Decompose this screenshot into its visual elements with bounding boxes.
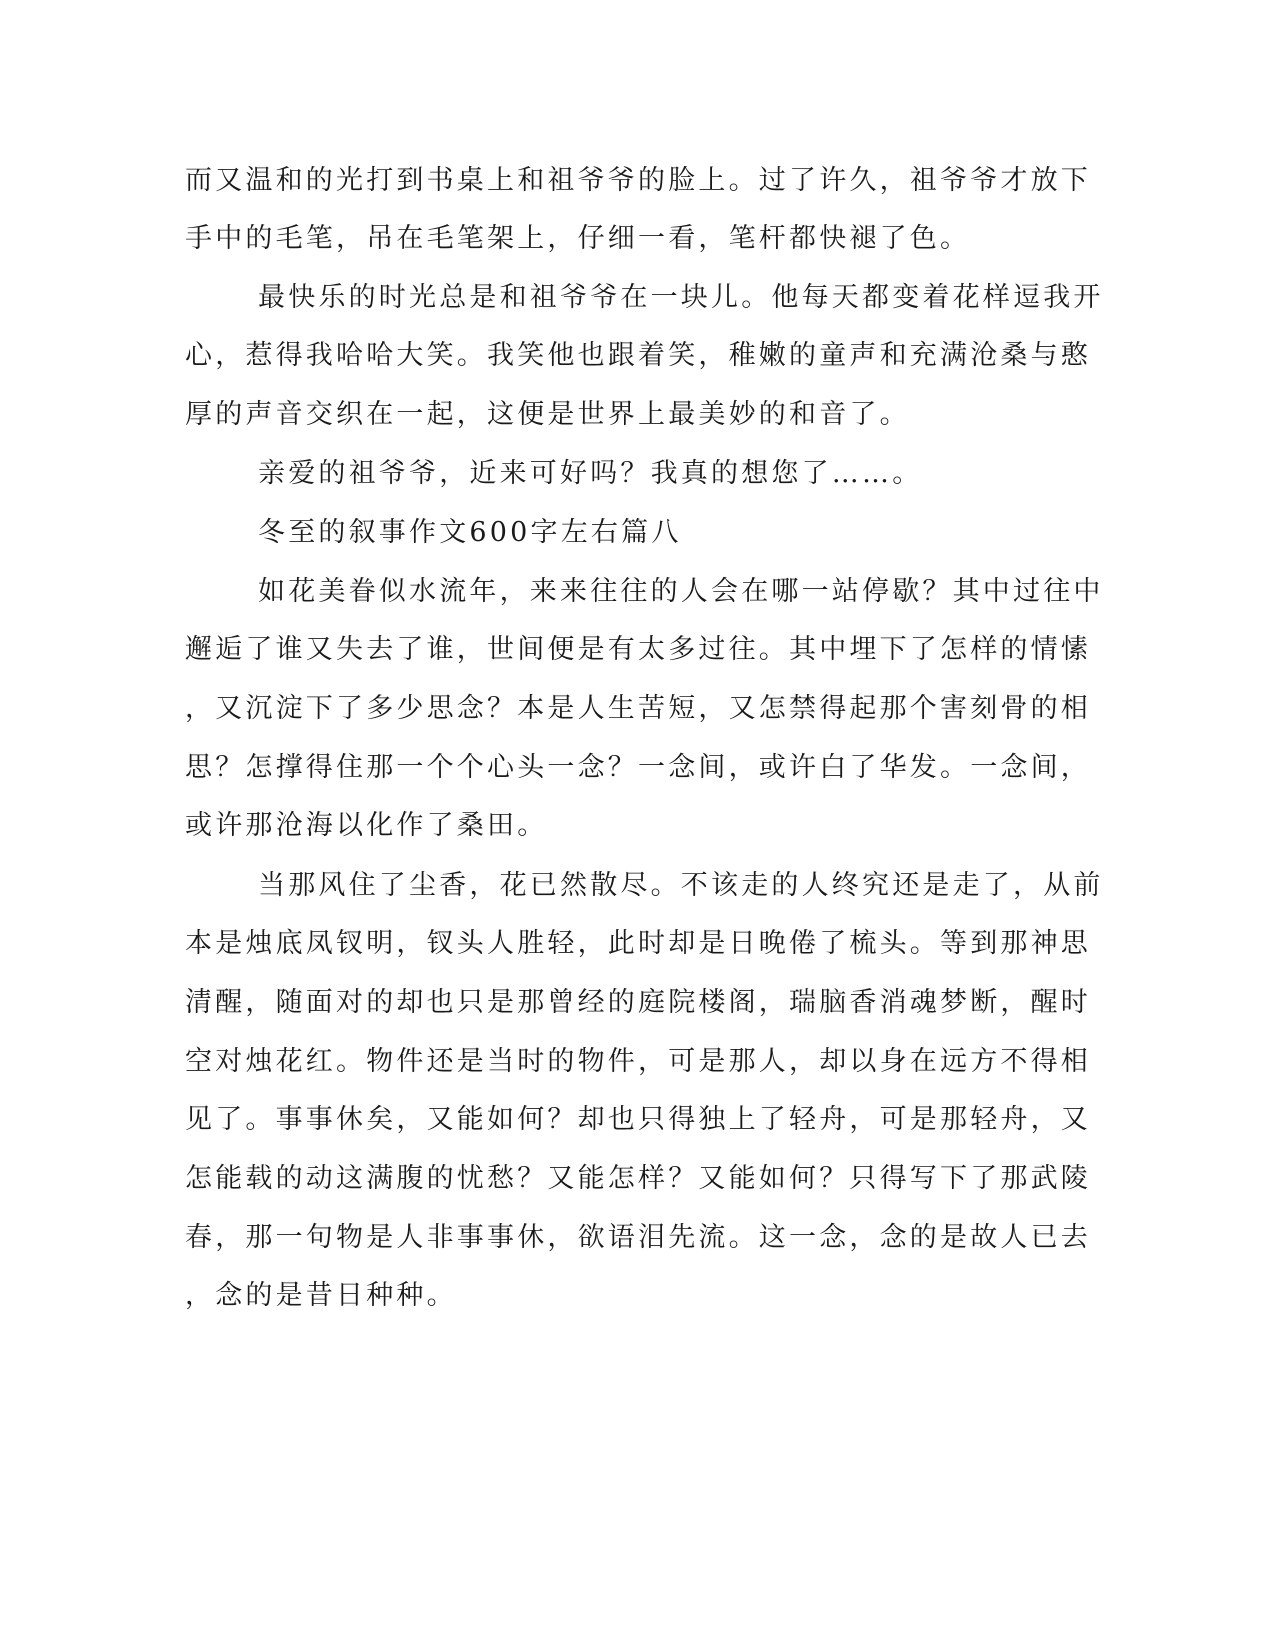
text-line: 心，惹得我哈哈大笑。我笑他也跟着笑，稚嫩的童声和充满沧桑与憨 <box>185 340 1091 371</box>
text-line: ，念的是昔日种种。 <box>185 1280 457 1311</box>
text-line: 邂逅了谁又失去了谁，世间便是有太多过往。其中埋下了怎样的情愫 <box>185 634 1091 665</box>
text-line: 见了。事事休矣，又能如何？却也只得独上了轻舟，可是那轻舟，又 <box>185 1104 1091 1135</box>
text-line: 春，那一句物是人非事事休，欲语泪先流。这一念，念的是故人已去 <box>185 1222 1091 1253</box>
paragraph-line: 亲爱的祖爷爷，近来可好吗？我真的想您了……。 <box>258 458 923 489</box>
text-line: 本是烛底凤钗明，钗头人胜轻，此时却是日晚倦了梳头。等到那神思 <box>185 928 1091 959</box>
text-line: 而又温和的光打到书桌上和祖爷爷的脸上。过了许久，祖爷爷才放下 <box>185 165 1091 196</box>
paragraph-line: 当那风住了尘香，花已然散尽。不该走的人终究还是走了，从前 <box>258 870 1104 901</box>
text-line: 清醒，随面对的却也只是那曾经的庭院楼阁，瑞脑香消魂梦断，醒时 <box>185 987 1091 1018</box>
text-line: 思？怎撑得住那一个个心头一念？一念间，或许白了华发。一念间， <box>185 752 1091 783</box>
text-line: 怎能载的动这满腹的忧愁？又能怎样？又能如何？只得写下了那武陵 <box>185 1163 1091 1194</box>
text-line: 手中的毛笔，吊在毛笔架上，仔细一看，笔杆都快褪了色。 <box>185 223 971 254</box>
paragraph-line: 如花美眷似水流年，来来往往的人会在哪一站停歇？其中过往中 <box>258 576 1104 607</box>
text-line: 空对烛花红。物件还是当时的物件，可是那人，却以身在远方不得相 <box>185 1046 1091 1077</box>
paragraph-line: 最快乐的时光总是和祖爷爷在一块儿。他每天都变着花样逗我开 <box>258 282 1104 313</box>
text-line: 或许那沧海以化作了桑田。 <box>185 810 548 841</box>
text-line: 厚的声音交织在一起，这便是世界上最美妙的和音了。 <box>185 399 910 430</box>
text-line: ，又沉淀下了多少思念？本是人生苦短，又怎禁得起那个害刻骨的相 <box>185 693 1091 724</box>
section-title: 冬至的叙事作文600字左右篇八 <box>258 517 682 548</box>
